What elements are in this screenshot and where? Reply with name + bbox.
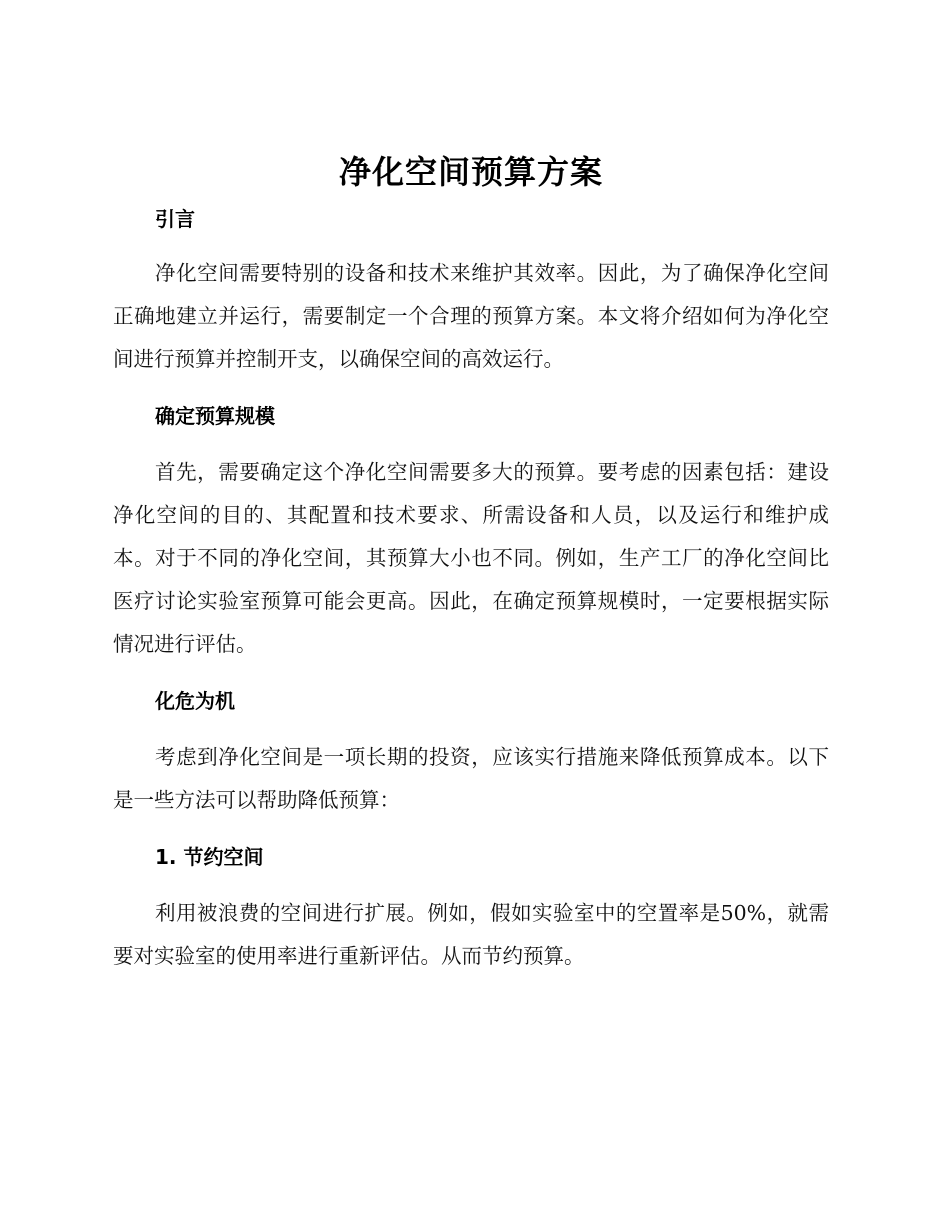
section-heading-save-space: 1. 节约空间 [155,845,264,869]
section-heading-intro: 引言 [155,207,195,231]
document-title: 净化空间预算方案 [338,153,603,191]
section-heading-crisis-to-opportunity: 化危为机 [155,689,235,713]
section-paragraph-intro: 净化空间需要特别的设备和技术来维护其效率。因此，为了确保净化空间正确地建立并运行，需要制定一个合理的预算方案。本文将介绍如何为净化空间进行预算并控制开支，以确保空间的高效运行。 [113,261,829,371]
section-paragraph-save-space: 利用被浪费的空间进行扩展。例如，假如实验室中的空置率是50%，就需要对实验室的使用率进行重新评估。从而节约预算。 [113,901,829,968]
section-heading-budget-scale: 确定预算规模 [155,404,275,428]
section-paragraph-crisis-to-opportunity: 考虑到净化空间是一项长期的投资，应该实行措施来降低预算成本。以下是一些方法可以帮助降低预算： [113,745,829,812]
document-body [113,150,829,978]
section-paragraph-budget-scale: 首先，需要确定这个净化空间需要多大的预算。要考虑的因素包括：建设净化空间的目的、其配置和技术要求、所需设备和人员，以及运行和维护成本。对于不同的净化空间，其预算大小也不同。例如，生产工厂的净化空间比医疗讨论实验室预算可能会更高。因此，在确定预算规模时，一定要根据实际情况进行评估。 [113,460,829,656]
